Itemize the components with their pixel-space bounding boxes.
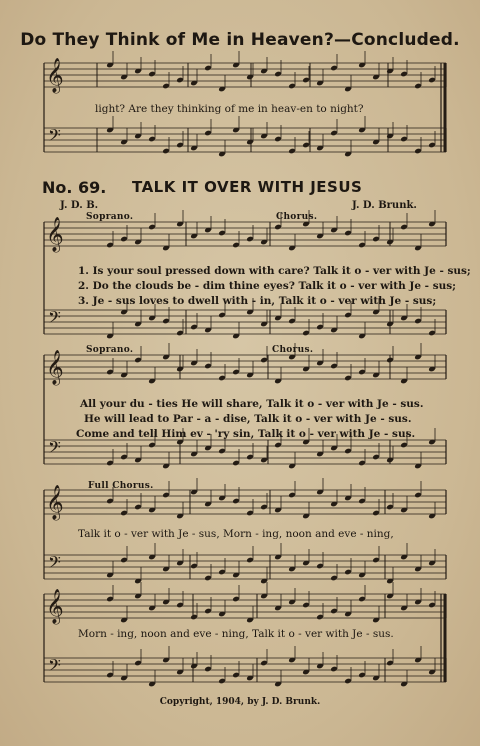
chorus-lyric-line: Morn - ing, noon and eve - ning, Talk it o - ver with Je - sus.	[78, 628, 394, 640]
continued-lyric-line: light? Are they thinking of me in heav-en to night?	[95, 103, 364, 115]
lyricist-credit: J. D. B.	[60, 200, 99, 211]
soprano-label: Soprano.	[86, 345, 134, 355]
svg-text:𝄢: 𝄢	[48, 307, 61, 331]
svg-text:𝄞: 𝄞	[46, 217, 64, 252]
svg-text:𝄢: 𝄢	[48, 125, 61, 149]
svg-text:𝄞: 𝄞	[46, 58, 64, 93]
verse-line: He will lead to Par - a - dise, Talk it o - ver with Je - sus.	[84, 413, 412, 425]
svg-text:𝄞: 𝄞	[46, 350, 64, 385]
chorus-lyric-line: Talk it o - ver with Je - sus, Morn - ing, noon and eve - ning,	[78, 528, 394, 540]
composer-credit: J. D. Brunk.	[352, 200, 417, 211]
svg-text:𝄞: 𝄞	[46, 485, 64, 520]
verse-line: All your du - ties He will share, Talk it o - ver with Je - sus.	[80, 398, 424, 410]
full-chorus-label: Full Chorus.	[88, 481, 154, 491]
verse-line: 3. Je - sus loves to dwell with - in, Talk it o - ver with Je - sus;	[78, 295, 437, 307]
continued-song-title: Do They Think of Me in Heaven?—Concluded.	[20, 30, 460, 50]
svg-text:𝄢: 𝄢	[48, 437, 61, 461]
svg-text:𝄢: 𝄢	[48, 655, 61, 679]
hymn-number: No. 69.	[42, 178, 107, 197]
chorus-label: Chorus.	[272, 345, 314, 355]
verse-line: Come and tell Him ev - 'ry sin, Talk it o - ver with Je - sus.	[76, 428, 416, 440]
svg-text:𝄢: 𝄢	[48, 552, 61, 576]
svg-text:𝄞: 𝄞	[46, 589, 64, 624]
verse-line: 2. Do the clouds be - dim thine eyes? Talk it o - ver with Je - sus;	[78, 280, 457, 292]
chorus-label: Chorus.	[276, 212, 318, 222]
copyright-notice: Copyright, 1904, by J. D. Brunk.	[159, 697, 321, 707]
verse-line: 1. Is your soul pressed down with care? Talk it o - ver with Je - sus;	[78, 265, 471, 277]
hymn-title: TALK IT OVER WITH JESUS	[132, 178, 363, 196]
soprano-label: Soprano.	[86, 212, 134, 222]
